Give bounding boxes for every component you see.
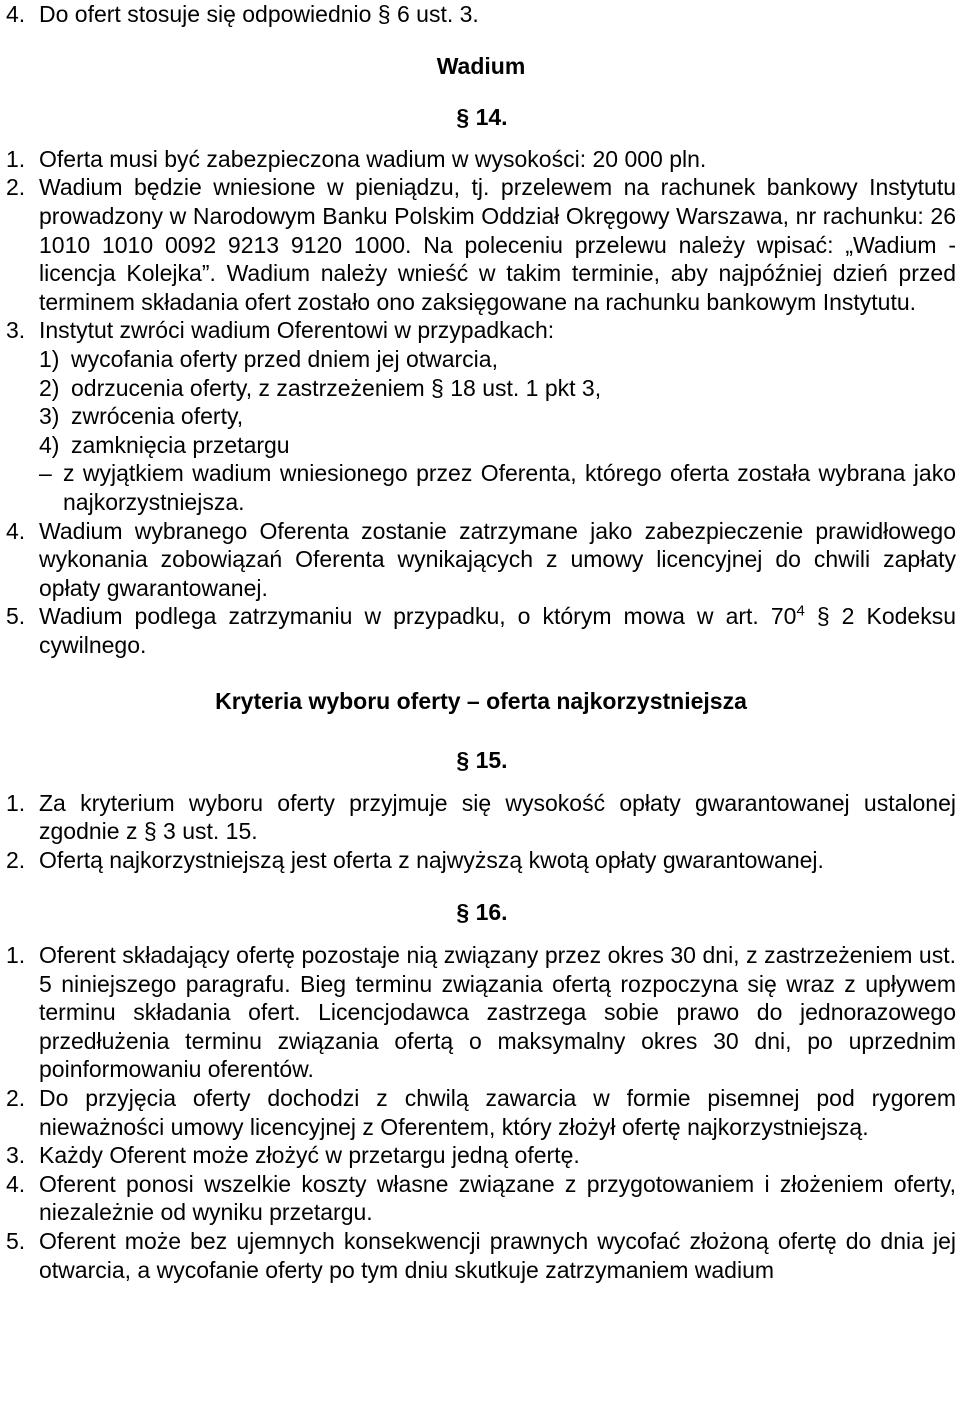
list-item <box>6 145 956 174</box>
sub-list <box>6 345 956 517</box>
dash-text: z wyjątkiem wadium wniesionego przez Oferenta, którego oferta została wybrana jako najkorzystniejsza. <box>63 460 956 515</box>
superscript: 4 <box>796 602 805 620</box>
item-number: 4. <box>6 1 26 27</box>
sub-list-item <box>39 402 956 431</box>
list-item <box>6 0 956 29</box>
sub-item-number: 3) <box>39 403 60 430</box>
document-page <box>6 0 956 1284</box>
item-number: 3. <box>6 1142 26 1169</box>
item-number: 2. <box>6 1085 26 1111</box>
item-text-part: § 2 Kodeksu cywilnego. <box>39 603 956 658</box>
item-number: 2. <box>6 174 26 201</box>
list-item <box>6 941 956 1084</box>
list-item <box>6 517 956 603</box>
section-number-14: § 14. <box>456 104 508 131</box>
sub-list-item <box>39 345 956 374</box>
item-text: Ofertą najkorzystniejszą jest oferta z najwyższą kwotą opłaty gwarantowanej. <box>39 846 824 873</box>
sub-item-number: 4) <box>39 431 60 458</box>
sub-item-text: zwrócenia oferty, <box>71 403 244 430</box>
list-item <box>6 1141 956 1170</box>
item-text: Oferent składający ofertę pozostaje nią związany przez okres 30 dni, z zastrzeżeniem ust. 5 niniejszego paragrafu. Bieg terminu związania ofertą rozpoczyna się wraz z upływem terminu składania ofert. Licencjodawca zastrzega sobie prawo do jednorazowego przedłużenia terminu związania ofertą o maksymalny okres 30 dni, po uprzednim poinformowaniu oferentów. <box>39 942 956 1083</box>
list-item <box>6 789 956 846</box>
item-number: 1. <box>6 942 26 969</box>
item-number: 1. <box>6 789 26 816</box>
sub-item-text: odrzucenia oferty, z zastrzeżeniem § 18 ust. 1 pkt 3, <box>71 374 602 401</box>
sub-item-number: 1) <box>39 345 60 372</box>
item-text: Do ofert stosuje się odpowiednio § 6 ust. 3. <box>39 1 479 27</box>
item-number: 5. <box>6 1227 26 1254</box>
sub-item-text: wycofania oferty przed dniem jej otwarcia, <box>71 345 498 372</box>
item-text: Za kryterium wyboru oferty przyjmuje się wysokość opłaty gwarantowanej ustalonej zgodnie z § 3 ust. 15. <box>39 789 956 845</box>
sub-list-item <box>39 374 956 403</box>
item-text: Oferent może bez ujemnych konsekwencji prawnych wycofać złożoną ofertę do dnia jej otwarcia, a wycofanie oferty po tym dniu skutkuje zatrzymaniem wadium <box>39 1227 956 1283</box>
section-title-kryteria: Kryteria wyboru oferty – oferta najkorzystniejsza <box>215 688 747 715</box>
item-number: 5. <box>6 603 26 630</box>
item-number: 3. <box>6 317 26 344</box>
item-text: Instytut zwróci wadium Oferentowi w przypadkach: <box>39 317 555 344</box>
item-text: Wadium wybranego Oferenta zostanie zatrzymane jako zabezpieczenie prawidłowego wykonania zobowiązań Oferenta wynikających z umowy licencyjnej do chwili zapłaty opłaty gwarantowanej. <box>39 517 956 601</box>
item-text <box>39 602 956 659</box>
list-item <box>6 316 956 345</box>
dash-marker: – <box>39 460 52 487</box>
item-text: Do przyjęcia oferty dochodzi z chwilą zawarcia w formie pisemnej pod rygorem nieważności umowy licencyjnej z Oferentem, który złożył ofertę najkorzystniejszą. <box>39 1085 956 1140</box>
dash-item <box>39 459 956 516</box>
list-item <box>6 1170 956 1227</box>
sub-list-item <box>39 431 956 460</box>
item-text: Każdy Oferent może złożyć w przetargu jedną ofertę. <box>39 1142 580 1169</box>
list-item <box>6 173 956 316</box>
item-text-part: Wadium podlega zatrzymaniu w przypadku, o którym mowa w art. 70 <box>39 603 797 630</box>
item-number: 4. <box>6 1170 26 1197</box>
item-number: 1. <box>6 145 26 172</box>
list-item <box>6 602 956 659</box>
item-number: 4. <box>6 517 26 544</box>
list-item <box>6 846 956 875</box>
item-number: 2. <box>6 846 26 873</box>
section-number-15: § 15. <box>456 747 508 774</box>
sub-item-number: 2) <box>39 374 60 401</box>
list-item <box>6 1227 956 1284</box>
section-title-wadium: Wadium <box>436 52 526 79</box>
item-text: Wadium będzie wniesione w pieniądzu, tj. przelewem na rachunek bankowy Instytutu prowadzony w Narodowym Banku Polskim Oddział Okręgowy Warszawa, nr rachunku: 26 1010 1010 0092 9213 9120 1000. Na poleceniu przelewu należy wpisać: „Wadium - licencja Kolejka”. Wadium należy wnieść w takim terminie, aby najpóźniej dzień przed terminem składania ofert zostało ono zaksięgowane na rachunku bankowym Instytutu. <box>39 174 956 315</box>
section-number-16: § 16. <box>456 899 508 926</box>
item-text: Oferent ponosi wszelkie koszty własne związane z przygotowaniem i złożeniem oferty, niezależnie od wyniku przetargu. <box>39 1170 956 1226</box>
list-item <box>6 1084 956 1141</box>
sub-item-text: zamknięcia przetargu <box>71 431 290 458</box>
item-text: Oferta musi być zabezpieczona wadium w wysokości: 20 000 pln. <box>39 145 707 172</box>
